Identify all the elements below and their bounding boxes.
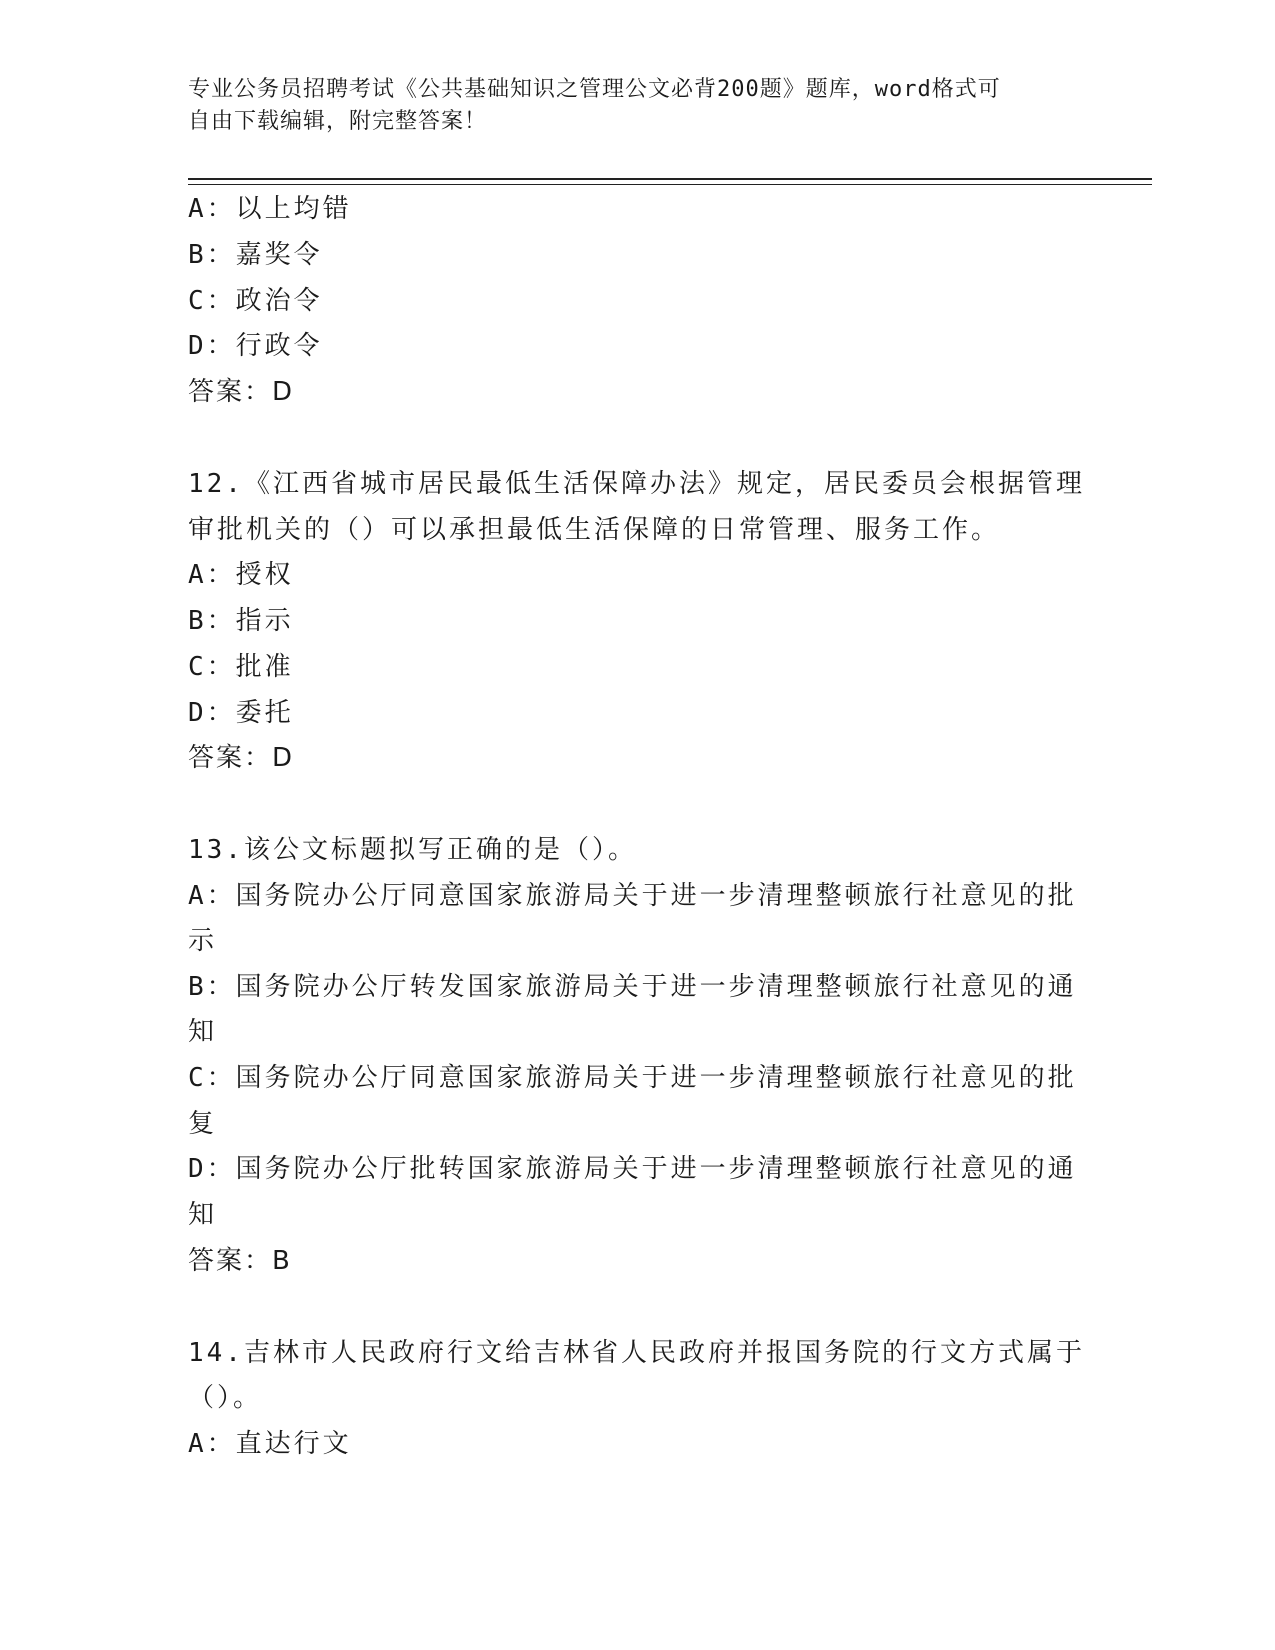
header-divider-thin bbox=[188, 184, 1152, 185]
q12-option-d: D：委托 bbox=[188, 698, 294, 728]
q13-option-b-cont: 知 bbox=[188, 1017, 218, 1047]
q13-option-b: B：国务院办公厅转发国家旅游局关于进一步清理整顿旅行社意见的通 bbox=[188, 972, 1077, 1002]
q11-answer: 答案：D bbox=[188, 377, 295, 407]
q13-stem: 13.该公文标题拟写正确的是（）。 bbox=[188, 835, 637, 865]
q12-option-a: A：授权 bbox=[188, 560, 294, 590]
q11-option-c: C：政治令 bbox=[188, 286, 323, 316]
header-line-1: 专业公务员招聘考试《公共基础知识之管理公文必背200题》题库，word格式可 bbox=[188, 77, 1001, 102]
q13-option-d: D：国务院办公厅批转国家旅游局关于进一步清理整顿旅行社意见的通 bbox=[188, 1154, 1077, 1184]
q11-option-d: D：行政令 bbox=[188, 331, 323, 361]
q13-option-c: C：国务院办公厅同意国家旅游局关于进一步清理整顿旅行社意见的批 bbox=[188, 1063, 1077, 1093]
document-header bbox=[188, 74, 1068, 138]
q14-option-a: A：直达行文 bbox=[188, 1429, 352, 1459]
q11-option-a: A：以上均错 bbox=[188, 194, 352, 224]
q14-stem-line-2: （）。 bbox=[188, 1383, 263, 1413]
header-line-2: 自由下载编辑，附完整答案！ bbox=[188, 109, 488, 134]
q13-option-c-cont: 复 bbox=[188, 1109, 218, 1139]
q11-option-b: B：嘉奖令 bbox=[188, 240, 323, 270]
q13-option-a: A：国务院办公厅同意国家旅游局关于进一步清理整顿旅行社意见的批 bbox=[188, 881, 1077, 911]
q12-stem-line-2: 审批机关的（）可以承担最低生活保障的日常管理、服务工作。 bbox=[188, 515, 1001, 545]
q13-option-d-cont: 知 bbox=[188, 1200, 218, 1230]
q12-stem-line-1: 12.《江西省城市居民最低生活保障办法》规定，居民委员会根据管理 bbox=[188, 469, 1085, 499]
q14-stem-line-1: 14.吉林市人民政府行文给吉林省人民政府并报国务院的行文方式属于 bbox=[188, 1338, 1085, 1368]
q12-answer: 答案：D bbox=[188, 743, 295, 773]
header-divider-thick bbox=[188, 178, 1152, 180]
q12-option-b: B：指示 bbox=[188, 606, 294, 636]
q12-option-c: C：批准 bbox=[188, 652, 294, 682]
q13-answer: 答案：B bbox=[188, 1246, 292, 1276]
q13-option-a-cont: 示 bbox=[188, 926, 218, 956]
